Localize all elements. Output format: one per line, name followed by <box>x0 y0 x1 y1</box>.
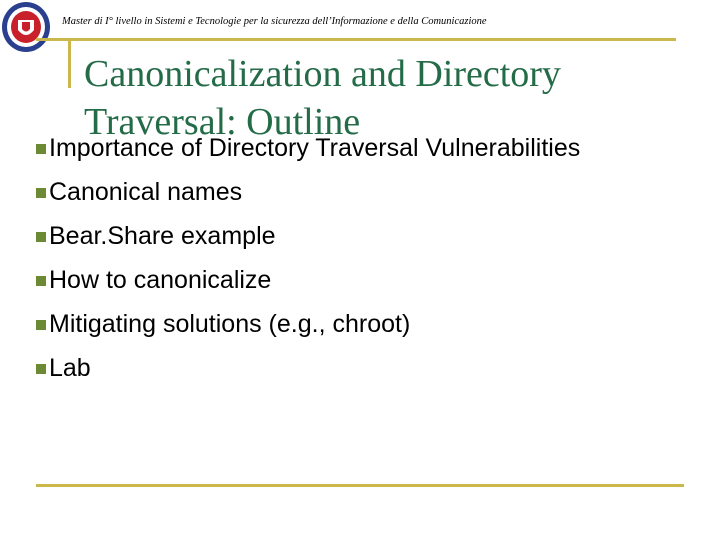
footer-divider <box>36 484 684 487</box>
square-bullet-icon <box>36 144 46 154</box>
university-seal-icon <box>0 0 52 54</box>
bullet-item <box>36 302 696 346</box>
square-bullet-icon <box>36 364 46 374</box>
bullet-text: How to canonicalize <box>49 266 272 294</box>
program-header-text: Master di I° livello in Sistemi e Tecnologie per la sicurezza dell’Informazione e della Comunicazione <box>62 16 487 27</box>
square-bullet-icon <box>36 232 46 242</box>
bullet-item <box>36 214 696 258</box>
bullet-text: Importance of Directory Traversal Vulnerabilities <box>49 134 581 162</box>
bullet-text: Bear.Share example <box>49 222 276 250</box>
square-bullet-icon <box>36 320 46 330</box>
header-divider <box>36 38 676 41</box>
bullet-text: Mitigating solutions (e.g., chroot) <box>49 310 411 338</box>
bullet-item <box>36 346 696 390</box>
square-bullet-icon <box>36 276 46 286</box>
bullet-text: Canonical names <box>49 178 243 206</box>
bullet-list <box>36 132 696 390</box>
bullet-text: Lab <box>49 354 91 382</box>
bullet-item <box>36 258 696 302</box>
bullet-item <box>36 170 696 214</box>
square-bullet-icon <box>36 188 46 198</box>
bullet-item <box>36 132 696 170</box>
slide-title: Canonicalization and Directory Traversal: Outline <box>84 53 561 143</box>
title-accent-rule <box>68 38 71 88</box>
